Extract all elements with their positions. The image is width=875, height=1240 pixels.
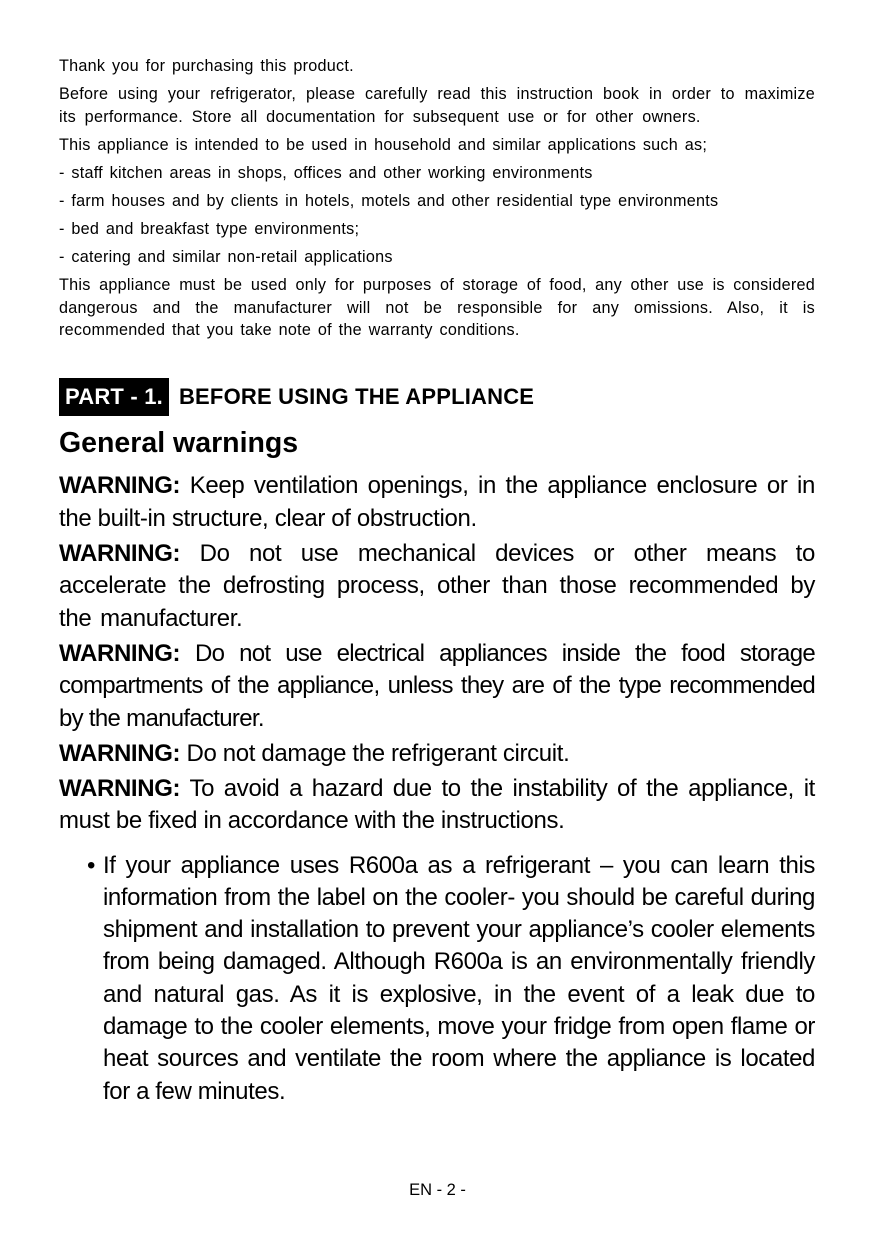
- warning-label: WARNING:: [59, 539, 181, 567]
- warning-text: Keep ventilation openings, in the appliance enclosure or in the built-in structure, clear of obstruction.: [59, 472, 815, 532]
- document-page: [59, 55, 815, 1108]
- warning-label: WARNING:: [59, 739, 181, 767]
- intro-list-item: - catering and similar non-retail applications: [59, 248, 393, 267]
- warning-text: To avoid a hazard due to the instability of the appliance, it must be fixed in accordance with the instructions.: [59, 774, 815, 835]
- warnings-list: [59, 470, 815, 838]
- page-number: EN - 2 -: [409, 1181, 466, 1199]
- warning-text: Do not use electrical appliances inside the food storage compartments of the appliance, unless they are of the type recommended by the manufacturer.: [59, 639, 815, 732]
- warning-label: WARNING:: [59, 639, 181, 667]
- intro-paragraph: This appliance must be used only for purposes of storage of food, any other use is considered dangerous and the manufacturer will not be responsible for any omissions. Also, it is recommended that you take note of the warranty conditions.: [59, 276, 815, 340]
- bullet-text: If your appliance uses R600a as a refrigerant – you can learn this information from the label on the cooler- you should be careful during shipment and installation to prevent your appliance’s cooler elements from being damaged. Although R600a is an environmentally friendly and natural gas. As it is explosive, in the event of a leak due to damage to the cooler elements, move your fridge from open flame or heat sources and ventilate the room where the appliance is located for a few minutes.: [103, 851, 815, 1105]
- part-heading: [59, 378, 815, 416]
- intro-paragraph: This appliance is intended to be used in household and similar applications such as;: [59, 135, 708, 154]
- warning-item: [59, 470, 815, 535]
- section-title: General warnings: [59, 427, 299, 460]
- bullet-list: [59, 850, 815, 1108]
- intro-list-item: - bed and breakfast type environments;: [59, 220, 360, 239]
- warning-label: WARNING:: [59, 774, 181, 802]
- warning-item: [59, 638, 815, 736]
- part-badge: PART - 1.: [59, 378, 169, 416]
- warning-item: [59, 538, 815, 636]
- intro-list-item: - farm houses and by clients in hotels, motels and other residential type environments: [59, 191, 719, 210]
- intro-paragraph: Thank you for purchasing this product.: [59, 57, 354, 75]
- warning-label: WARNING:: [59, 472, 181, 500]
- intro-list-item: - staff kitchen areas in shops, offices and other working environments: [59, 163, 593, 182]
- warning-item: [59, 773, 815, 838]
- warning-item: [59, 738, 815, 771]
- part-title: BEFORE USING THE APPLIANCE: [178, 384, 535, 410]
- bullet-item: [87, 850, 815, 1108]
- warning-text: Do not damage the refrigerant circuit.: [180, 739, 570, 767]
- bullet-icon: •: [87, 851, 96, 879]
- warning-text: Do not use mechanical devices or other means to accelerate the defrosting process, other than those recommended by the manufacturer.: [59, 539, 815, 632]
- intro-section: [59, 55, 815, 342]
- intro-paragraph: Before using your refrigerator, please carefully read this instruction book in order to maximize its performance. Store all documentation for subsequent use or for other owners.: [59, 85, 815, 126]
